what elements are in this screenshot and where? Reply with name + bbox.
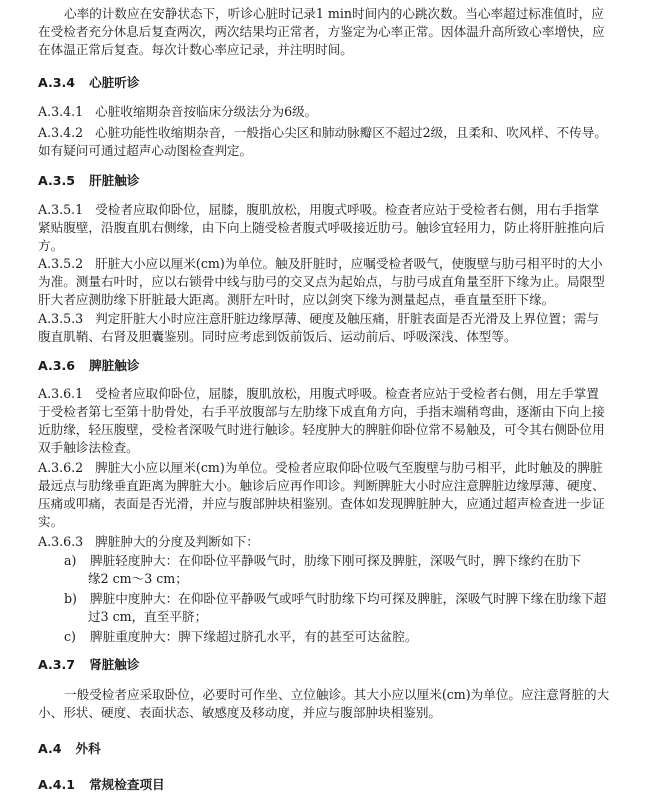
- intro-line: 心率的计数应在安静状态下，听诊心脏时记录1 min时间内的心跳次数。当心率超过标准值时，应: [64, 6, 604, 21]
- paragraph-a337: 一般受检者应采取卧位，必要时可作坐、立位触诊。其大小应以厘米(cm)为单位。应注意肾脏的大: [64, 687, 610, 702]
- paragraph-a3353: A.3.5.3 判定肝脏大小时应注意肝脏边缘厚薄、硬度及触压痛，肝脏表面是否光滑及上界位置；需与: [38, 311, 599, 326]
- section-heading-a41: A.4.1 常规检查项目: [38, 777, 165, 792]
- list-item: b) 脾脏中度肿大：在仰卧位平静吸气或呼气时肋缘下均可探及脾脏，深吸气时脾下缘在肋缘下超: [64, 591, 607, 606]
- paragraph-a3361: A.3.6.1 受检者应取仰卧位，屈膝，腹肌放松，用腹式呼吸。检查者应站于受检者右侧，用左手掌置: [38, 386, 599, 401]
- paragraph-line: 方。: [38, 238, 64, 253]
- paragraph-line: 双手触诊法检查。: [38, 440, 139, 455]
- paragraph-line: 肝大者应测肋缘下肝脏最大距离。测肝左叶时，应以剑突下缘为测量起点，垂直量至肝下缘。: [38, 292, 555, 307]
- paragraph-line: 腹直肌鞘、右肾及胆囊鉴别。同时应考虑到饭前饭后、运动前后、呼吸深浅、体型等。: [38, 329, 517, 344]
- paragraph-a3351: A.3.5.1 受检者应取仰卧位，屈膝，腹肌放松，用腹式呼吸。检查者应站于受检者右侧，用右手指掌: [38, 202, 599, 217]
- paragraph-line: 近肋缘，轻压腹壁，受检者深吸气时进行触诊。轻度肿大的脾脏仰卧位常不易触及，可令其右侧卧位用: [38, 422, 605, 437]
- section-heading-a337: A.3.7 肾脏触诊: [38, 657, 140, 672]
- paragraph-line: 实。: [38, 514, 64, 529]
- paragraph-line: 紧贴腹壁，沿腹直肌右侧缘，由下向上随受检者腹式呼吸接近肋弓。触诊宜轻用力，防止将肝脏推向后: [38, 220, 605, 235]
- list-item: c) 脾脏重度肿大：脾下缘超过脐孔水平，有的甚至可达盆腔。: [64, 629, 418, 644]
- section-heading-a4: A.4 外科: [38, 741, 101, 756]
- paragraph-a3363: A.3.6.3 脾脏肿大的分度及判断如下：: [38, 534, 259, 549]
- section-heading-a336: A.3.6 脾脏触诊: [38, 358, 140, 373]
- paragraph-line: 于受检者第七至第十肋骨处，右手平放腹部与左肋缘下成直角方向，手指末端稍弯曲，逐渐由下向上接: [38, 404, 605, 419]
- paragraph-line: 最远点与肋缘垂直距离为脾脏大小。触诊后应再作叩诊。判断脾脏大小时应注意脾脏边缘厚薄、硬度、: [38, 478, 605, 493]
- section-heading-a334: A.3.4 心脏听诊: [38, 75, 140, 90]
- paragraph-line: 小、形状、硬度、表面状态、敏感度及移动度，并应与腹部肿块相鉴别。: [38, 705, 441, 720]
- list-item: a) 脾脏轻度肿大：在仰卧位平静吸气时，肋缘下刚可探及脾脏，深吸气时，脾下缘约在肋下: [64, 553, 582, 568]
- paragraph-line: 如有疑问可通过超声心动图检查判定。: [38, 143, 253, 158]
- paragraph-a3341: A.3.4.1 心脏收缩期杂音按临床分级法分为6级。: [38, 104, 318, 119]
- list-item-line: 缘2 cm～3 cm；: [88, 571, 188, 586]
- list-item-line: 过3 cm，直至平脐；: [88, 609, 208, 624]
- paragraph-line: 压痛或叩痛，表面是否光滑，并应与腹部肿块相鉴别。查体如发现脾脏肿大，应通过超声检查进一步证: [38, 496, 605, 511]
- paragraph-a3362: A.3.6.2 脾脏大小应以厘米(cm)为单位。受检者应取仰卧位吸气至腹壁与肋弓相平，此时触及的脾脏: [38, 460, 603, 475]
- section-heading-a335: A.3.5 肝脏触诊: [38, 173, 140, 188]
- paragraph-a3352: A.3.5.2 肝脏大小应以厘米(cm)为单位。触及肝脏时，应嘱受检者吸气，使腹壁与肋弓相平时的大小: [38, 256, 603, 271]
- paragraph-line: 为准。测量右叶时，应以右锁骨中线与肋弓的交叉点为起始点，与肋弓成直角量至肝下缘为止。局限型: [38, 274, 605, 289]
- intro-line: 在体温正常后复查。每次计数心率应记录，并注明时间。: [38, 42, 353, 57]
- intro-line: 在受检者充分休息后复查两次，两次结果均正常者，方鉴定为心率正常。因体温升高所致心率增快，应: [38, 24, 605, 39]
- paragraph-a3342: A.3.4.2 心脏功能性收缩期杂音，一般指心尖区和肺动脉瓣区不超过2级，且柔和、吹风样、不传导。: [38, 125, 607, 140]
